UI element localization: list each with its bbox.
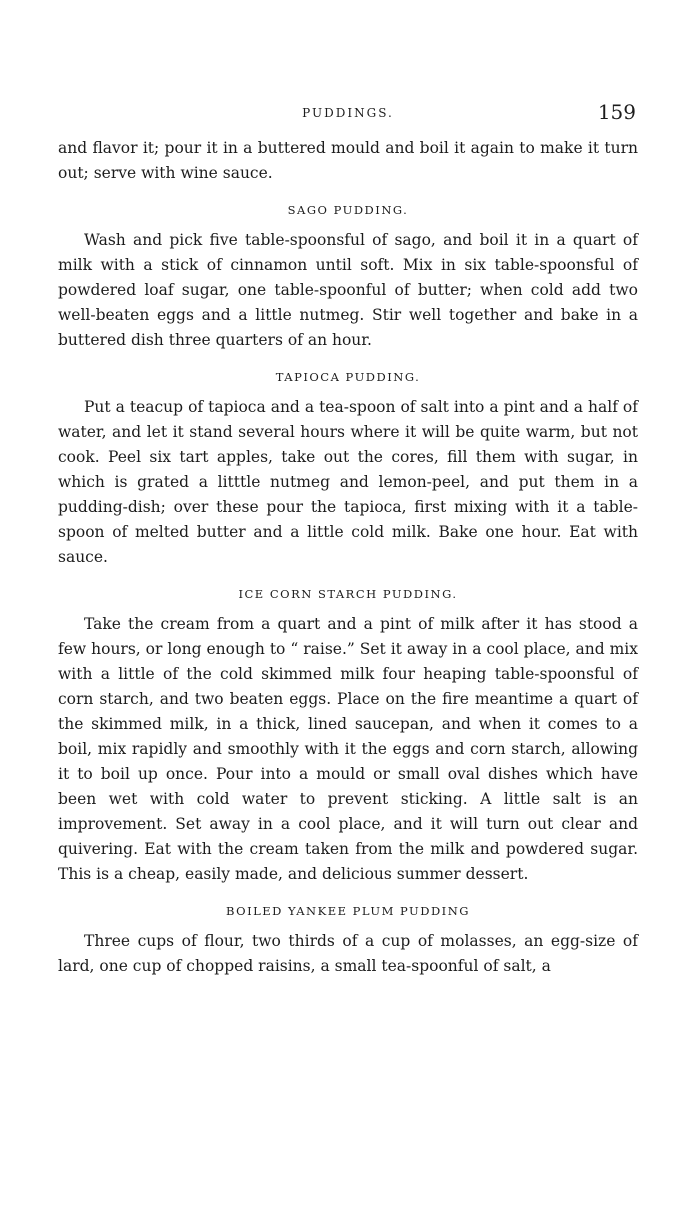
recipe-text: Three cups of flour, two thirds of a cup of molasses, an egg-size of lard, one cup of chopped raisins, a small tea-spoonful of salt, a — [58, 932, 638, 975]
recipe-text: Wash and pick five table-spoonsful of sago, and boil it in a quart of milk with a stick of cinnamon until soft. Mix in six table-spoonsful of powdered loaf sugar, one table-spoonful of butter; when cold add two well-beaten eggs and a little nutmeg. Stir well together and bake in a buttered dish three quarters of an hour. — [58, 231, 638, 349]
page-number: 159 — [597, 100, 636, 124]
running-head — [58, 100, 638, 136]
recipe-title: ICE CORN STARCH PUDDING. — [238, 587, 458, 601]
recipe-title: TAPIOCA PUDDING. — [275, 370, 421, 384]
recipe-text: Put a teacup of tapioca and a tea-spoon of salt into a pint and a half of water, and let it stand several hours where it will be quite warm, but not cook. Peel six tart apples, take out the cores, fill them with sugar, in which is grated a litttle nutmeg and lemon-peel, and put them in a pudding-dish; over these pour the tapioca, first mixing with it a table-spoon of melted butter and a little cold milk. Bake one hour. Eat with sauce. — [58, 398, 638, 566]
recipe-sago-pudding — [58, 200, 638, 353]
recipe-boiled-yankee-plum-pudding — [58, 901, 638, 979]
recipe-text: Take the cream from a quart and a pint of milk after it has stood a few hours, or long enough to “ raise.” Set it away in a cool place, and mix with a little of the cold skimmed milk four heaping table-spoonsful of corn starch, and two beaten eggs. Place on the fire meantime a quart of the skimmed milk, in a thick, lined saucepan, and when it comes to a boil, mix rapidly and smoothly with it the eggs and corn starch, allowing it to boil up once. Pour into a mould or small oval dishes which have been wet with cold water to prevent sticking. A little salt is an improvement. Set away in a cool place, and it will turn out clear and quivering. Eat with the cream taken from the milk and powdered sugar. This is a cheap, easily made, and delicious summer dessert. — [58, 615, 638, 883]
recipe-title: BOILED YANKEE PLUM PUDDING — [226, 904, 470, 918]
recipe-title: SAGO PUDDING. — [287, 203, 409, 217]
recipe-tapioca-pudding — [58, 367, 638, 570]
recipe-ice-corn-starch-pudding — [58, 584, 638, 887]
continued-paragraph: and flavor it; pour it in a buttered mould and boil it again to make it turn out; serve with wine sauce. — [58, 139, 638, 182]
book-page — [58, 100, 638, 979]
running-title: PUDDINGS. — [302, 106, 394, 120]
